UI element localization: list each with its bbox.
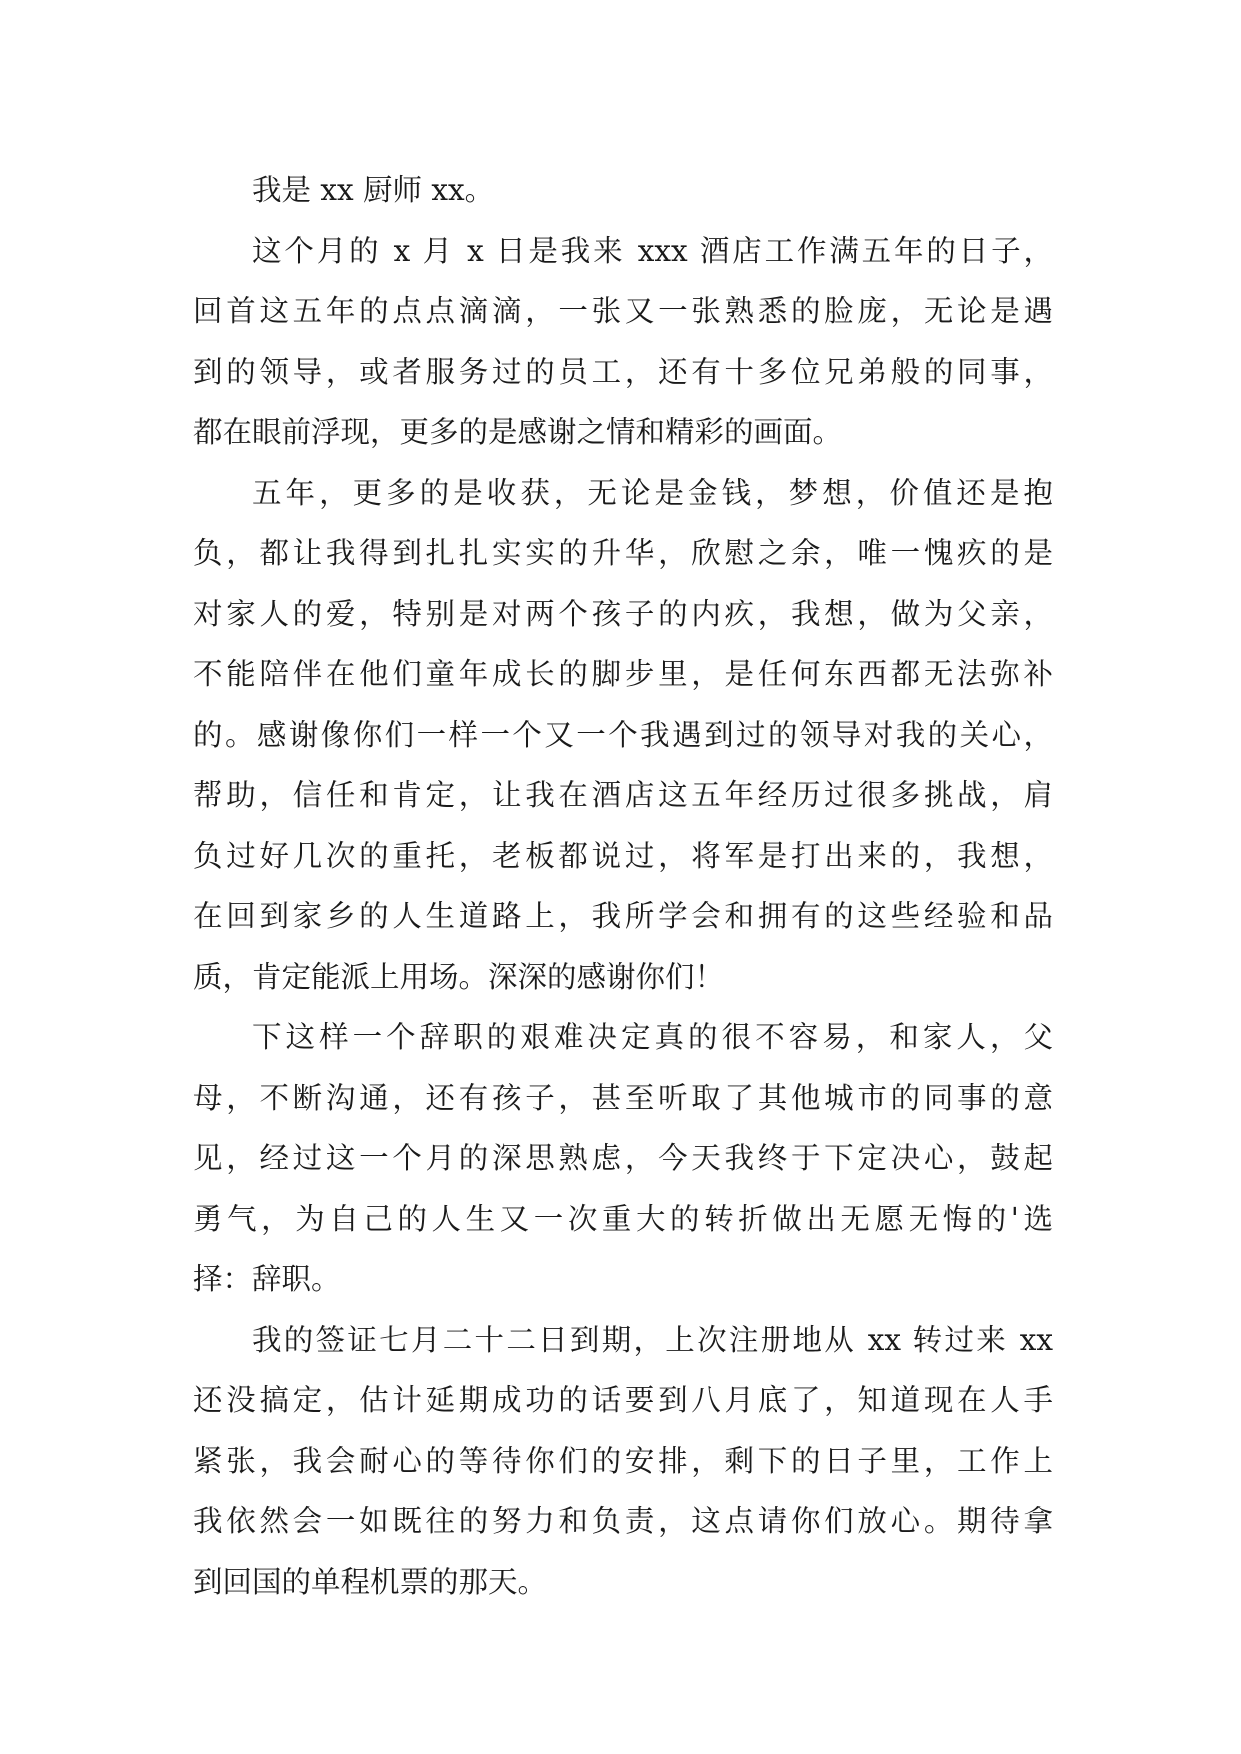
- document-body: [193, 160, 1053, 1612]
- text-line: 在回到家乡的人生道路上，我所学会和拥有的这些经验和品: [193, 899, 1053, 933]
- paragraph: [193, 1007, 1053, 1310]
- paragraph: [193, 160, 1053, 221]
- paragraph: [193, 463, 1053, 1008]
- text-line: 都在眼前浮现，更多的是感谢之情和精彩的画面。: [193, 415, 843, 449]
- paragraph: [193, 221, 1053, 463]
- paragraph: [193, 1310, 1053, 1613]
- text-line: 帮助，信任和肯定，让我在酒店这五年经历过很多挑战，肩: [193, 778, 1053, 812]
- text-line: 我是 xx 厨师 xx。: [252, 173, 495, 207]
- text-line: 到的领导，或者服务过的员工，还有十多位兄弟般的同事，: [193, 354, 1053, 389]
- text-line: 质，肯定能派上用场。深深的感谢你们！: [193, 959, 725, 994]
- text-line: 到回国的单程机票的那天。: [193, 1564, 548, 1599]
- text-line: 还没搞定，估计延期成功的话要到八月底了，知道现在人手: [193, 1383, 1053, 1417]
- text-line: 回首这五年的点点滴滴，一张又一张熟悉的脸庞，无论是遇: [193, 294, 1053, 328]
- text-line: 我的签证七月二十二日到期，上次注册地从 xx 转过来 xx: [252, 1322, 1053, 1357]
- text-line: 的。感谢像你们一样一个又一个我遇到过的领导对我的关心，: [193, 717, 1053, 752]
- text-line: 负过好几次的重托，老板都说过，将军是打出来的，我想，: [193, 838, 1053, 873]
- text-line: 不能陪伴在他们童年成长的脚步里，是任何东西都无法弥补: [193, 657, 1053, 691]
- text-line: 我依然会一如既往的努力和负责，这点请你们放心。期待拿: [193, 1504, 1053, 1538]
- text-line: 负，都让我得到扎扎实实的升华，欣慰之余，唯一愧疚的是: [193, 536, 1053, 570]
- text-line: 对家人的爱，特别是对两个孩子的内疚，我想，做为父亲，: [193, 596, 1053, 631]
- text-line: 母，不断沟通，还有孩子，甚至听取了其他城市的同事的意: [193, 1080, 1053, 1115]
- text-line: 这个月的 x 月 x 日是我来 xxx 酒店工作满五年的日子，: [252, 233, 1053, 268]
- text-line: 勇气，为自己的人生又一次重大的转折做出无愿无悔的'选: [193, 1201, 1053, 1236]
- text-line: 下这样一个辞职的艰难决定真的很不容易，和家人，父: [252, 1020, 1053, 1054]
- text-line: 择：辞职。: [193, 1262, 341, 1296]
- text-line: 紧张，我会耐心的等待你们的安排，剩下的日子里，工作上: [193, 1443, 1053, 1478]
- text-line: 见，经过这一个月的深思熟虑，今天我终于下定决心，鼓起: [193, 1141, 1053, 1175]
- text-line: 五年，更多的是收获，无论是金钱，梦想，价值还是抱: [252, 475, 1053, 510]
